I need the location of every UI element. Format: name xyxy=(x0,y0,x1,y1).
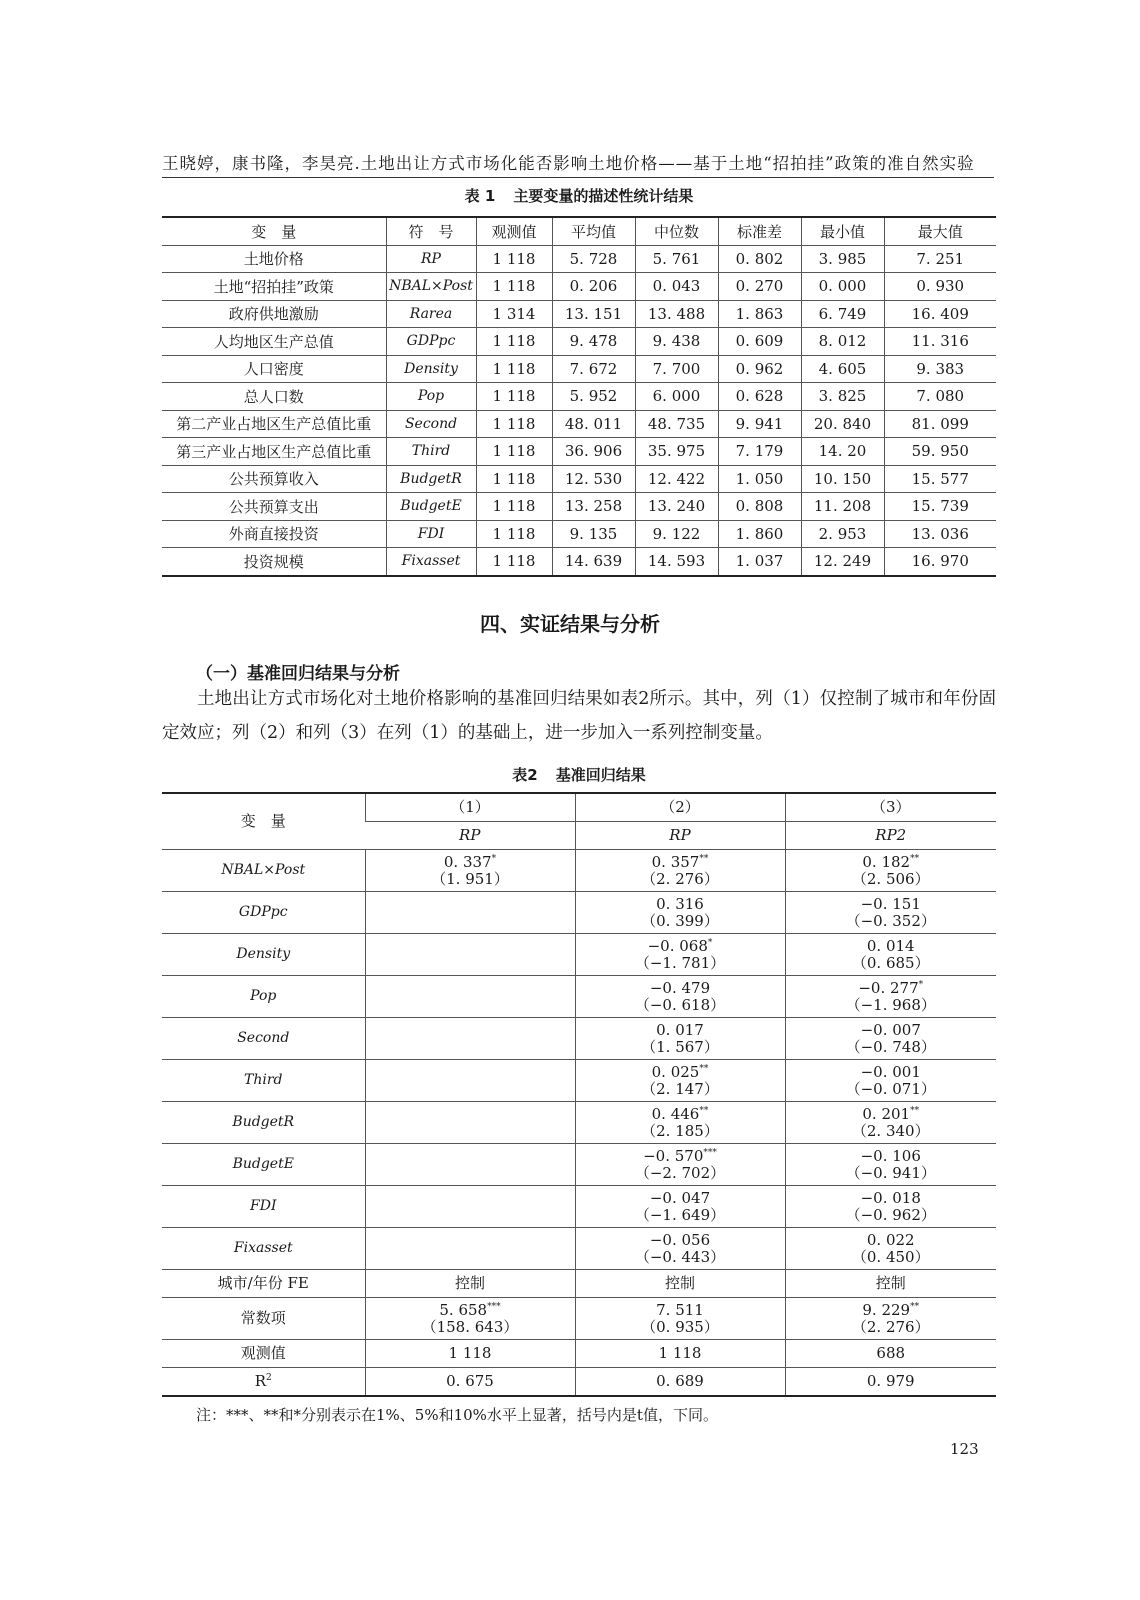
table2-cell xyxy=(785,1298,996,1340)
table2-obs-value: 1 118 xyxy=(365,1340,575,1368)
table1-cell-symbol: Third xyxy=(386,438,476,466)
table2-variable: FDI xyxy=(162,1186,365,1228)
table1-cell-name: 人口密度 xyxy=(162,355,386,383)
table1-header: 变 量 xyxy=(162,217,386,245)
coefficient-line xyxy=(786,1064,997,1081)
table2-cell xyxy=(785,976,996,1018)
t-value: （0. 935） xyxy=(641,1317,719,1336)
table1-caption xyxy=(162,185,996,206)
t-value: （2. 276） xyxy=(851,1317,930,1336)
table2-obs-row xyxy=(162,1340,996,1368)
table2-variable: Second xyxy=(162,1018,365,1060)
table1-cell-obs: 1 118 xyxy=(476,465,552,493)
table1-row xyxy=(162,300,996,328)
table1-cell-median: 9. 122 xyxy=(635,520,718,548)
coefficient: 5. 658 xyxy=(439,1300,488,1319)
page-number: 123 xyxy=(950,1440,979,1458)
coefficient: 0. 337 xyxy=(443,852,492,871)
table2-cell xyxy=(365,976,575,1018)
table2-column-number: （2） xyxy=(575,793,785,822)
table2-variable: Pop xyxy=(162,976,365,1018)
table2-const-label: 常数项 xyxy=(162,1298,365,1340)
table1-cell-name: 外商直接投资 xyxy=(162,520,386,548)
table2-column-number: （1） xyxy=(365,793,575,822)
table1-cell-median: 35. 975 xyxy=(635,438,718,466)
table1-row xyxy=(162,520,996,548)
coefficient-line xyxy=(786,1022,997,1039)
table2-row xyxy=(162,1186,996,1228)
table2-cell xyxy=(575,934,785,976)
table1-cell-symbol: Fixasset xyxy=(386,548,476,576)
table1-cell-max: 81. 099 xyxy=(884,410,996,438)
table2-cell xyxy=(365,1186,575,1228)
table2-row xyxy=(162,1144,996,1186)
table1-cell-sd: 1. 863 xyxy=(718,300,801,328)
table2-variable: BudgetR xyxy=(162,1102,365,1144)
table1-cell-min: 8. 012 xyxy=(801,328,884,356)
table2-cell xyxy=(785,1060,996,1102)
table2-cell xyxy=(365,1060,575,1102)
section-title: 四、实证结果与分析 xyxy=(480,612,660,636)
table1-row xyxy=(162,465,996,493)
table1-cell-obs: 1 118 xyxy=(476,520,552,548)
table2-dependent-var: RP xyxy=(365,822,575,850)
t-value: （−1. 968） xyxy=(845,995,936,1014)
table1-cell-sd: 0. 962 xyxy=(718,355,801,383)
table2-header-row xyxy=(162,793,996,822)
running-head: 王晓婷，康书隆，李昊亮.土地出让方式市场化能否影响土地价格——基于土地“招拍挂”政策的准自然实验 xyxy=(162,154,975,173)
significance-stars: ** xyxy=(699,1105,709,1116)
t-value: （2. 147） xyxy=(641,1079,719,1098)
t-value: （−0. 748） xyxy=(845,1037,936,1056)
table2-fe-value: 控制 xyxy=(365,1270,575,1298)
table2-obs-value: 1 118 xyxy=(575,1340,785,1368)
coefficient: −0. 007 xyxy=(860,1020,921,1039)
coefficient-line xyxy=(576,1022,785,1039)
table1-cell-symbol: BudgetR xyxy=(386,465,476,493)
table1-cell-symbol: Pop xyxy=(386,383,476,411)
table2-number: 表2 xyxy=(512,766,538,784)
table1-cell-mean: 13. 151 xyxy=(552,300,635,328)
table2-cell xyxy=(365,1018,575,1060)
table2-cell xyxy=(785,1102,996,1144)
table1-header: 标准差 xyxy=(718,217,801,245)
coefficient: −0. 056 xyxy=(649,1230,711,1249)
subsection-title: （一）基准回归结果与分析 xyxy=(196,664,400,684)
table1-title: 主要变量的描述性统计结果 xyxy=(513,187,694,205)
table2-r2-row xyxy=(162,1368,996,1397)
table1-cell-mean: 7. 672 xyxy=(552,355,635,383)
table1-cell-name: 第三产业占地区生产总值比重 xyxy=(162,438,386,466)
coefficient-line xyxy=(786,896,997,913)
table1-header: 观测值 xyxy=(476,217,552,245)
table2-title: 基准回归结果 xyxy=(555,766,646,784)
significance-stars: ** xyxy=(699,853,709,864)
table1-cell-median: 48. 735 xyxy=(635,410,718,438)
table2-variable: Fixasset xyxy=(162,1228,365,1270)
significance-stars: *** xyxy=(703,1147,717,1158)
t-value: （2. 506） xyxy=(851,869,930,888)
table1-header-row xyxy=(162,217,996,245)
table1-cell-max: 15. 577 xyxy=(884,465,996,493)
table1-cell-median: 0. 043 xyxy=(635,273,718,301)
table2-cell xyxy=(575,1228,785,1270)
coefficient: 0. 022 xyxy=(866,1230,915,1249)
table2-variable: Density xyxy=(162,934,365,976)
table1-header: 平均值 xyxy=(552,217,635,245)
table2-dependent-var: RP2 xyxy=(785,822,996,850)
significance-stars: ** xyxy=(910,1301,920,1312)
coefficient-line xyxy=(786,980,997,997)
table1-cell-name: 土地价格 xyxy=(162,245,386,273)
significance-stars: ** xyxy=(910,853,920,864)
table2-cell xyxy=(785,1186,996,1228)
significance-stars: * xyxy=(918,979,924,990)
table1-cell-min: 12. 249 xyxy=(801,548,884,576)
table1-cell-max: 15. 739 xyxy=(884,493,996,521)
table1-row xyxy=(162,245,996,273)
coefficient: −0. 068 xyxy=(647,936,708,955)
table1-row xyxy=(162,410,996,438)
table1-cell-mean: 12. 530 xyxy=(552,465,635,493)
coefficient: 0. 316 xyxy=(656,894,704,913)
table1-cell-symbol: NBAL×Post xyxy=(386,273,476,301)
table2-cell xyxy=(365,1102,575,1144)
table1-cell-min: 3. 985 xyxy=(801,245,884,273)
table1-cell-obs: 1 118 xyxy=(476,355,552,383)
t-value: （−1. 649） xyxy=(634,1205,726,1224)
table2-variable: GDPpc xyxy=(162,892,365,934)
significance-stars: ** xyxy=(910,1105,920,1116)
table1-cell-min: 0. 000 xyxy=(801,273,884,301)
t-value: （−2. 702） xyxy=(634,1163,726,1182)
table2-row xyxy=(162,1102,996,1144)
coefficient-line xyxy=(576,1190,785,1207)
coefficient: −0. 151 xyxy=(860,894,921,913)
table1-row xyxy=(162,493,996,521)
coefficient: 0. 201 xyxy=(862,1104,911,1123)
significance-stars: *** xyxy=(487,1301,501,1312)
coefficient: 9. 229 xyxy=(862,1300,911,1319)
t-value: （−0. 941） xyxy=(845,1163,936,1182)
table2-cell xyxy=(575,1018,785,1060)
table2-cell xyxy=(785,850,996,892)
table1-cell-median: 12. 422 xyxy=(635,465,718,493)
table2 xyxy=(162,792,996,1397)
table2-column-number: （3） xyxy=(785,793,996,822)
r2-symbol: R xyxy=(254,1372,267,1390)
significance-stars: * xyxy=(707,937,713,948)
table1-cell-mean: 13. 258 xyxy=(552,493,635,521)
table2-cell xyxy=(785,892,996,934)
table1-cell-median: 6. 000 xyxy=(635,383,718,411)
table1-cell-name: 第二产业占地区生产总值比重 xyxy=(162,410,386,438)
table1-cell-median: 14. 593 xyxy=(635,548,718,576)
coefficient-line xyxy=(786,1106,997,1123)
t-value: （1. 951） xyxy=(431,869,509,888)
coefficient: −0. 570 xyxy=(643,1146,704,1165)
coefficient-line xyxy=(576,896,785,913)
t-value: （2. 340） xyxy=(851,1121,930,1140)
table2-fe-label: 城市/年份 FE xyxy=(162,1270,365,1298)
significance-stars: ** xyxy=(699,1063,709,1074)
table1-number: 表 1 xyxy=(464,187,496,205)
table2-row xyxy=(162,850,996,892)
coefficient-line xyxy=(576,1064,785,1081)
table2-row xyxy=(162,1060,996,1102)
table1-cell-name: 人均地区生产总值 xyxy=(162,328,386,356)
table1-cell-obs: 1 118 xyxy=(476,245,552,273)
table2-cell xyxy=(785,1144,996,1186)
table2-cell xyxy=(365,1228,575,1270)
table2-cell xyxy=(575,1298,785,1340)
t-value: （−0. 962） xyxy=(845,1205,936,1224)
table1-cell-symbol: Density xyxy=(386,355,476,383)
coefficient-line xyxy=(576,1302,785,1319)
table1-cell-max: 59. 950 xyxy=(884,438,996,466)
table2-cell xyxy=(575,976,785,1018)
table1-cell-max: 13. 036 xyxy=(884,520,996,548)
coefficient: 7. 511 xyxy=(656,1300,704,1319)
table1-cell-name: 土地“招拍挂”政策 xyxy=(162,273,386,301)
table2-r2-label xyxy=(162,1368,365,1397)
coefficient: 0. 446 xyxy=(651,1104,700,1123)
table2-obs-label: 观测值 xyxy=(162,1340,365,1368)
table1 xyxy=(162,216,996,577)
table1-cell-symbol: RP xyxy=(386,245,476,273)
table1-cell-mean: 9. 135 xyxy=(552,520,635,548)
coefficient: 0. 182 xyxy=(862,852,911,871)
table2-cell xyxy=(785,1228,996,1270)
table2-cell xyxy=(575,1102,785,1144)
table1-cell-min: 6. 749 xyxy=(801,300,884,328)
t-value: （158. 643） xyxy=(421,1317,519,1336)
table2-r2-value: 0. 979 xyxy=(785,1368,996,1397)
table1-cell-symbol: BudgetE xyxy=(386,493,476,521)
coefficient-line xyxy=(786,1302,997,1319)
coefficient: −0. 106 xyxy=(860,1146,921,1165)
table1-cell-min: 20. 840 xyxy=(801,410,884,438)
table1-row xyxy=(162,328,996,356)
table1-cell-min: 4. 605 xyxy=(801,355,884,383)
table2-variable: Third xyxy=(162,1060,365,1102)
coefficient-line xyxy=(576,1232,785,1249)
table1-cell-mean: 48. 011 xyxy=(552,410,635,438)
table1-cell-mean: 36. 906 xyxy=(552,438,635,466)
table1-cell-median: 13. 240 xyxy=(635,493,718,521)
table1-cell-mean: 14. 639 xyxy=(552,548,635,576)
t-value: （0. 450） xyxy=(851,1247,930,1266)
table2-caption xyxy=(162,764,996,785)
coefficient-line xyxy=(576,1148,785,1165)
table2-cell xyxy=(575,1060,785,1102)
table1-cell-sd: 0. 802 xyxy=(718,245,801,273)
table1-cell-obs: 1 314 xyxy=(476,300,552,328)
table1-header: 符 号 xyxy=(386,217,476,245)
table1-cell-mean: 5. 728 xyxy=(552,245,635,273)
t-value: （−0. 443） xyxy=(634,1247,726,1266)
table1-cell-sd: 0. 270 xyxy=(718,273,801,301)
t-value: （−0. 618） xyxy=(634,995,726,1014)
table1-cell-name: 政府供地激励 xyxy=(162,300,386,328)
table1-cell-median: 7. 700 xyxy=(635,355,718,383)
table-note: 注：***、**和*分别表示在1%、5%和10%水平上显著，括号内是t值，下同。 xyxy=(196,1406,718,1424)
table1-cell-name: 公共预算收入 xyxy=(162,465,386,493)
table1-row xyxy=(162,383,996,411)
table1-cell-mean: 9. 478 xyxy=(552,328,635,356)
table1-cell-obs: 1 118 xyxy=(476,438,552,466)
t-value: （−0. 352） xyxy=(845,911,936,930)
table1-cell-name: 总人口数 xyxy=(162,383,386,411)
coefficient: 0. 025 xyxy=(651,1062,700,1081)
table2-cell xyxy=(365,892,575,934)
coefficient-line xyxy=(786,1232,997,1249)
coefficient: −0. 018 xyxy=(860,1188,921,1207)
table1-cell-mean: 5. 952 xyxy=(552,383,635,411)
table2-row xyxy=(162,976,996,1018)
coefficient-line xyxy=(366,1302,575,1319)
table1-cell-max: 7. 251 xyxy=(884,245,996,273)
table1-cell-min: 3. 825 xyxy=(801,383,884,411)
coefficient-line xyxy=(786,1148,997,1165)
table2-variable: BudgetE xyxy=(162,1144,365,1186)
coefficient-line xyxy=(366,854,575,871)
coefficient: 0. 014 xyxy=(866,936,915,955)
table1-cell-sd: 9. 941 xyxy=(718,410,801,438)
table2-row xyxy=(162,892,996,934)
table2-r2-value: 0. 675 xyxy=(365,1368,575,1397)
table2-cell xyxy=(575,850,785,892)
r2-exponent: 2 xyxy=(266,1373,272,1383)
table1-cell-sd: 1. 050 xyxy=(718,465,801,493)
table1-cell-sd: 1. 860 xyxy=(718,520,801,548)
table1-cell-max: 16. 409 xyxy=(884,300,996,328)
table1-cell-sd: 7. 179 xyxy=(718,438,801,466)
table1-cell-sd: 0. 808 xyxy=(718,493,801,521)
table1-cell-median: 13. 488 xyxy=(635,300,718,328)
coefficient: 0. 017 xyxy=(656,1020,704,1039)
table1-cell-max: 9. 383 xyxy=(884,355,996,383)
table1-cell-obs: 1 118 xyxy=(476,273,552,301)
coefficient-line xyxy=(576,980,785,997)
table1-cell-median: 9. 438 xyxy=(635,328,718,356)
coefficient-line xyxy=(576,938,785,955)
table1-cell-name: 投资规模 xyxy=(162,548,386,576)
table1-cell-sd: 0. 609 xyxy=(718,328,801,356)
table1-cell-max: 0. 930 xyxy=(884,273,996,301)
table1-row xyxy=(162,273,996,301)
table1-row xyxy=(162,548,996,576)
table2-var-header: 变 量 xyxy=(162,793,365,850)
table1-cell-obs: 1 118 xyxy=(476,383,552,411)
table1-cell-obs: 1 118 xyxy=(476,328,552,356)
table2-row xyxy=(162,1018,996,1060)
table2-cell xyxy=(365,1144,575,1186)
table1-row xyxy=(162,355,996,383)
table2-cell xyxy=(575,1186,785,1228)
table1-cell-sd: 1. 037 xyxy=(718,548,801,576)
table1-cell-median: 5. 761 xyxy=(635,245,718,273)
table1-cell-min: 10. 150 xyxy=(801,465,884,493)
table2-obs-value: 688 xyxy=(785,1340,996,1368)
running-head-rule xyxy=(162,177,994,178)
table2-cell xyxy=(785,934,996,976)
table1-cell-sd: 0. 628 xyxy=(718,383,801,411)
table1-header: 最大值 xyxy=(884,217,996,245)
table1-row xyxy=(162,438,996,466)
coefficient-line xyxy=(786,1190,997,1207)
table1-cell-max: 11. 316 xyxy=(884,328,996,356)
table1-cell-obs: 1 118 xyxy=(476,548,552,576)
table2-r2-value: 0. 689 xyxy=(575,1368,785,1397)
coefficient: −0. 047 xyxy=(649,1188,711,1207)
table1-cell-max: 16. 970 xyxy=(884,548,996,576)
coefficient-line xyxy=(576,854,785,871)
table1-header: 中位数 xyxy=(635,217,718,245)
table1-cell-symbol: Rarea xyxy=(386,300,476,328)
coefficient: −0. 001 xyxy=(860,1062,921,1081)
significance-stars: * xyxy=(491,853,497,864)
table1-cell-min: 14. 20 xyxy=(801,438,884,466)
table1-cell-min: 11. 208 xyxy=(801,493,884,521)
t-value: （−1. 781） xyxy=(634,953,726,972)
table2-fe-row xyxy=(162,1270,996,1298)
coefficient: −0. 479 xyxy=(649,978,711,997)
table2-cell xyxy=(575,1144,785,1186)
table1-header: 最小值 xyxy=(801,217,884,245)
table2-dependent-var: RP xyxy=(575,822,785,850)
t-value: （0. 399） xyxy=(641,911,719,930)
table1-cell-min: 2. 953 xyxy=(801,520,884,548)
table2-cell xyxy=(365,1298,575,1340)
table1-cell-obs: 1 118 xyxy=(476,410,552,438)
coefficient-line xyxy=(576,1106,785,1123)
table2-fe-value: 控制 xyxy=(575,1270,785,1298)
table1-cell-symbol: Second xyxy=(386,410,476,438)
table2-cell xyxy=(575,892,785,934)
table1-cell-mean: 0. 206 xyxy=(552,273,635,301)
table2-cell xyxy=(365,850,575,892)
table2-variable: NBAL×Post xyxy=(162,850,365,892)
table1-cell-symbol: FDI xyxy=(386,520,476,548)
table2-cell xyxy=(365,934,575,976)
t-value: （1. 567） xyxy=(641,1037,719,1056)
coefficient-line xyxy=(786,854,997,871)
table2-row xyxy=(162,1228,996,1270)
t-value: （2. 185） xyxy=(641,1121,719,1140)
table1-cell-obs: 1 118 xyxy=(476,493,552,521)
table2-row xyxy=(162,934,996,976)
table2-const-row xyxy=(162,1298,996,1340)
table1-cell-name: 公共预算支出 xyxy=(162,493,386,521)
table1-cell-max: 7. 080 xyxy=(884,383,996,411)
t-value: （2. 276） xyxy=(641,869,719,888)
t-value: （0. 685） xyxy=(851,953,930,972)
coefficient: 0. 357 xyxy=(651,852,700,871)
t-value: （−0. 071） xyxy=(845,1079,936,1098)
table1-cell-symbol: GDPpc xyxy=(386,328,476,356)
coefficient-line xyxy=(786,938,997,955)
coefficient: −0. 277 xyxy=(858,978,919,997)
body-paragraph: 土地出让方式市场化对土地价格影响的基准回归结果如表2所示。其中，列（1）仅控制了城市和年份固定效应；列（2）和列（3）在列（1）的基础上，进一步加入一系列控制变量。 xyxy=(162,689,996,743)
table2-cell xyxy=(785,1018,996,1060)
table2-fe-value: 控制 xyxy=(785,1270,996,1298)
